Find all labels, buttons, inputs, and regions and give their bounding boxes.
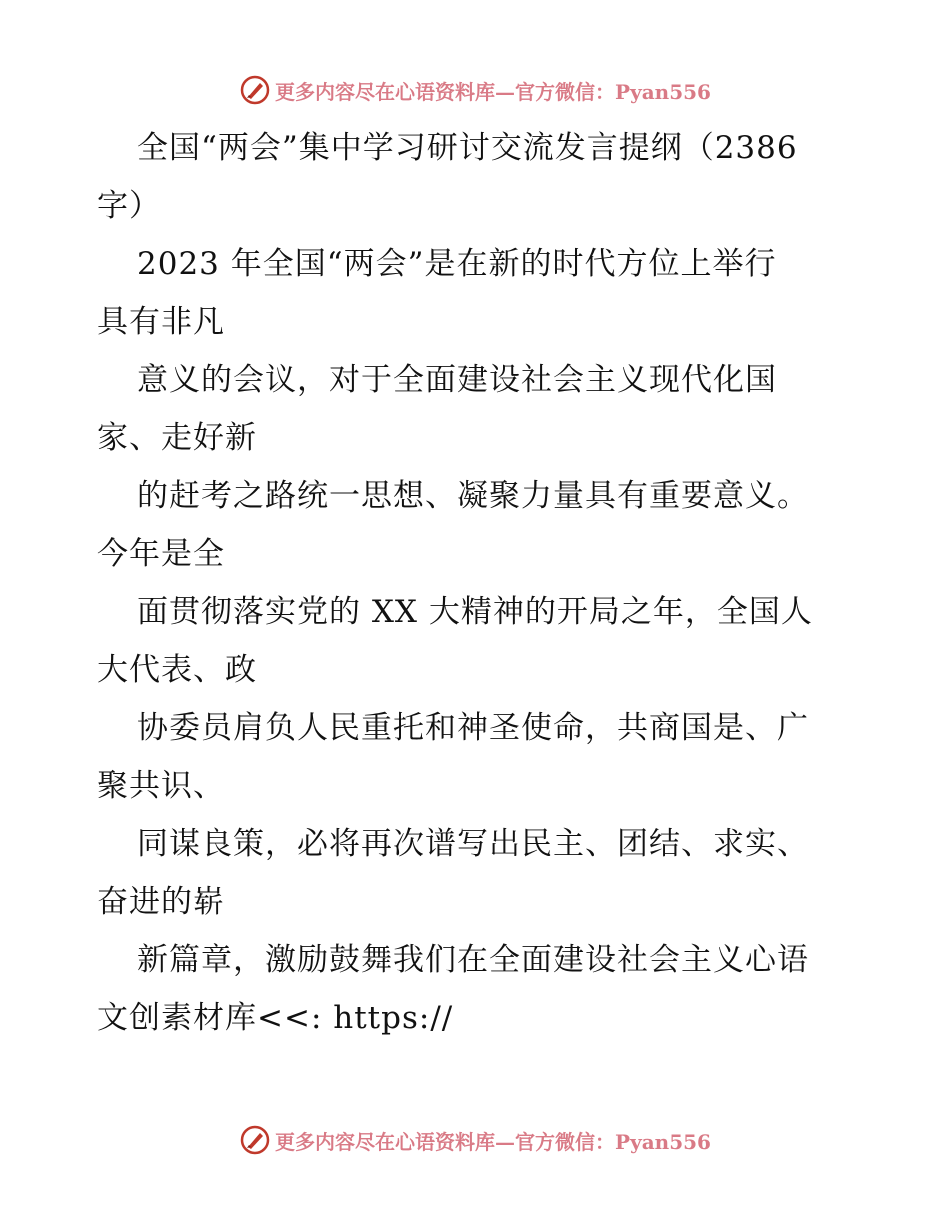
text-line: 今年是全 bbox=[97, 536, 225, 572]
header-banner-text: 更多内容尽在心语资料库—官方微信：Pyan556 bbox=[275, 79, 711, 104]
pen-nib-logo-icon bbox=[239, 1124, 271, 1156]
text-line: 协委员肩负人民重托和神圣使命，共商国是、广 bbox=[137, 710, 809, 746]
text-line: 字） bbox=[97, 188, 161, 224]
text-line: 大代表、政 bbox=[97, 652, 257, 688]
text-line: 文创素材库<<: https:// bbox=[97, 1000, 454, 1036]
text-line: 新篇章，激励鼓舞我们在全面建设社会主义心语 bbox=[137, 942, 809, 978]
text-line: 的赶考之路统一思想、凝聚力量具有重要意义。 bbox=[137, 478, 809, 514]
text-line: 聚共识、 bbox=[97, 768, 225, 804]
header-banner bbox=[0, 70, 950, 110]
text-line: 全国“两会”集中学习研讨交流发言提纲（2386 bbox=[137, 130, 798, 166]
text-line: 同谋良策，必将再次谱写出民主、团结、求实、 bbox=[137, 826, 809, 862]
text-line: 2023 年全国“两会”是在新的时代方位上举行 bbox=[137, 246, 777, 282]
text-line: 面贯彻落实党的 XX 大精神的开局之年，全国人 bbox=[137, 594, 813, 630]
text-line: 意义的会议，对于全面建设社会主义现代化国 bbox=[137, 362, 777, 398]
text-line: 家、走好新 bbox=[97, 420, 257, 456]
text-line: 具有非凡 bbox=[97, 304, 225, 340]
pen-nib-logo-icon bbox=[239, 74, 271, 106]
document-body bbox=[97, 119, 857, 1047]
footer-banner bbox=[0, 1120, 950, 1160]
footer-banner-text: 更多内容尽在心语资料库—官方微信：Pyan556 bbox=[275, 1129, 711, 1154]
text-line: 奋进的崭 bbox=[97, 884, 225, 920]
